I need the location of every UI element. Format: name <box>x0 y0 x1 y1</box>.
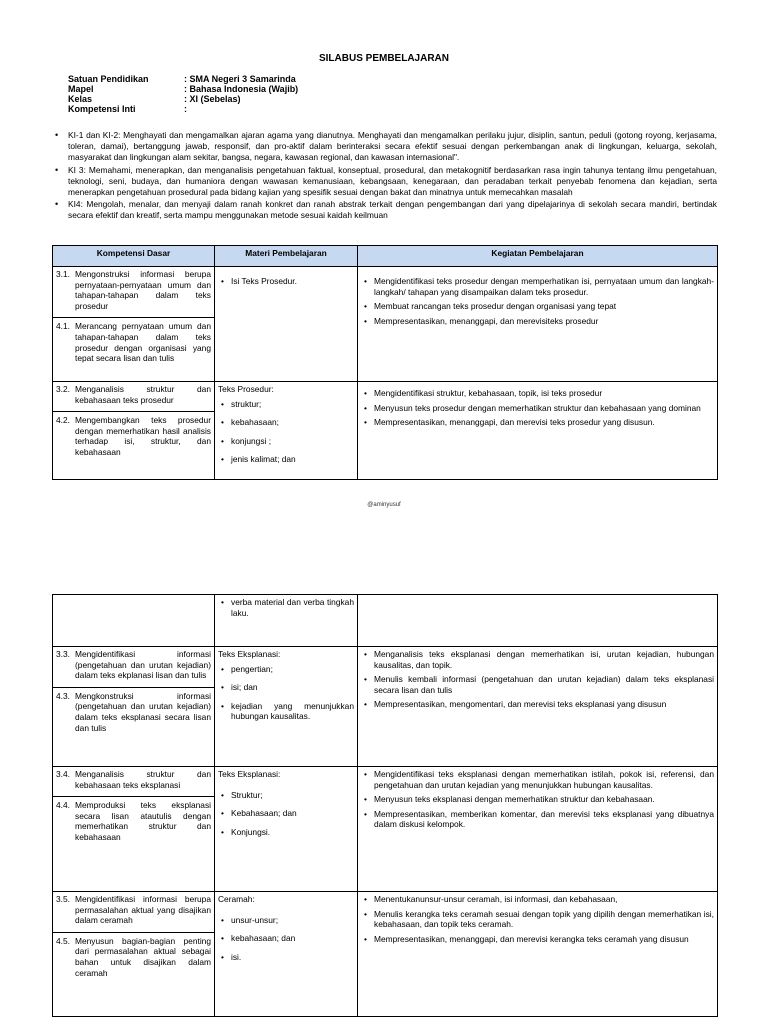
meta-key: Satuan Pendidikan <box>68 74 149 84</box>
meta-value: : <box>184 104 187 114</box>
materi-title: Ceramah: <box>218 894 255 904</box>
materi-item: • Kebahasaan; dan <box>218 808 354 819</box>
kd-number: 3.2. <box>56 384 70 394</box>
materi-cell <box>215 267 358 382</box>
kd-divider <box>53 932 214 978</box>
materi-item: • isi. <box>218 952 354 963</box>
header-kompetensi-dasar: Kompetensi Dasar <box>53 246 215 267</box>
kd-item <box>56 800 211 842</box>
materi-title: Teks Eksplanasi: <box>218 649 281 659</box>
meta-row <box>68 74 298 84</box>
footer-credit: @aminyusuf <box>367 502 401 508</box>
materi-list <box>218 597 354 618</box>
materi-item: • kejadian yang menunjukkan hubungan kausalitas. <box>218 701 354 722</box>
kegiatan-item: • Menulis kembali informasi (pengetahuan dan urutan kejadian) dalam teks eksplanasi secara lisan dan tulis <box>361 674 714 695</box>
materi-list <box>218 664 354 722</box>
kegiatan-list <box>361 388 714 428</box>
kegiatan-item: • Mempresentasikan, mengomentari, dan merevisi teks eksplanasi yang disusun <box>361 699 714 710</box>
materi-item: • konjungsi ; <box>218 436 354 447</box>
kd-cell <box>53 892 215 1017</box>
kegiatan-item: • Mengidentifikasi teks prosedur dengan memperhatikan isi, pernyataan umum dan langkah-langkah/ tahapan yang disampaikan dalam teks prosedur. <box>361 276 714 297</box>
kegiatan-list <box>361 894 714 944</box>
table-row <box>53 267 718 382</box>
kd-divider <box>53 317 214 363</box>
meta-row <box>68 104 298 114</box>
kd-text: Mengidentifikasi informasi (pengetahuan dan urutan kejadian) dalam teks ekplanasi lisan dan tulis <box>75 649 211 681</box>
kegiatan-item: • Menyusun teks prosedur dengan memerhatikan struktur dan kebahasaan yang dominan <box>361 403 714 414</box>
syllabus-table-page-1 <box>52 245 718 480</box>
materi-cell <box>215 595 358 647</box>
kd-item <box>56 894 211 926</box>
kd-divider <box>53 796 214 842</box>
materi-item: • struktur; <box>218 399 354 410</box>
ki-item: • KI4: Mengolah, menalar, dan menyaji dalam ranah konkret dan ranah abstrak terkait dengan pengembangan dari yang dipelajarinya di sekolah secara mandiri, bertindak secara efektif dan kreatif, serta mampu menggunakan metode sesuai kaidah keilmuan <box>55 199 717 221</box>
ki-item: • KI 3: Memahami, menerapkan, dan menganalisis pengetahuan faktual, konseptual, prosedural, dan metakognitif berdasarkan rasa ingin tahunya tentang ilmu pengetahuan, teknologi, seni, budaya, dan humaniora dengan wawasan kemanusiaan, kebangsaan, kenegaraan, dan peradaban terkait penyebab fenomena dan kejadian, serta menerapkan pengetahuan prosedural pada bidang kajian yang spesifik sesuai dengan bakat dan minatnya untuk memecahkan masalah <box>55 165 717 199</box>
kegiatan-item: • Mempresentasikan, menanggapi, dan merevisi teks prosedur yang disusun. <box>361 417 714 428</box>
kompetensi-inti-list <box>55 130 717 223</box>
kegiatan-item: • Mempresentasikan, memberikan komentar, dan merevisi teks eksplanasi yang dibuatnya dalam diskusi kelompok. <box>361 809 714 830</box>
kd-item <box>56 269 211 311</box>
materi-title: Teks Prosedur: <box>218 384 274 394</box>
kd-item <box>56 415 211 457</box>
kd-text: Mengembangkan teks prosedur dengan memerhatikan hasil analisis terhadap isi, struktur, dan kebahasaan <box>75 415 211 457</box>
kd-number: 3.4. <box>56 769 70 779</box>
ki-item: • KI-1 dan KI-2: Menghayati dan mengamalkan ajaran agama yang dianutnya. Menghayati dan mengamalkan perilaku jujur, disiplin, santun, peduli (gotong royong, kerjasama, toleran, damai), bertanggung jawab, responsif, dan pro-aktif dalam berinteraksi secara efektif sesuai dengan perkembangan anak di lingkungan, keluarga, sekolah, masyarakat dan lingkungan alam sekitar, bangsa, negara, kawasan regional, dan kawasan internasional". <box>55 130 717 164</box>
meta-value: : Bahasa Indonesia (Wajib) <box>184 84 299 94</box>
kd-divider <box>53 687 214 733</box>
table-header-row <box>53 246 718 267</box>
kegiatan-item: • Menyusun teks eksplanasi dengan memerhatikan struktur dan kebahasaan. <box>361 794 714 805</box>
kd-text: Mengidentifikasi informasi berupa permasalahan aktual yang disajikan dalam ceramah <box>75 894 211 926</box>
materi-cell <box>215 892 358 1017</box>
kd-text: Mengonstruksi informasi berupa pernyataan-pernyataan umum dan tahapan-tahapan dalam teks prosedur <box>75 269 211 311</box>
kegiatan-item: • Membuat rancangan teks prosedur dengan organisasi yang tepat <box>361 301 714 312</box>
table-row <box>53 647 718 767</box>
table-row-continuation <box>53 595 718 647</box>
kd-divider <box>53 411 214 457</box>
materi-cell <box>215 382 358 480</box>
kd-cell <box>53 382 215 480</box>
kegiatan-item: • Mempresentasikan, menanggapi, dan merevisi kerangka teks ceramah yang disusun <box>361 934 714 945</box>
materi-item: • jenis kalimat; dan <box>218 454 354 465</box>
materi-list <box>218 790 354 838</box>
kd-cell <box>53 595 215 647</box>
kegiatan-cell <box>358 382 718 480</box>
header-materi: Materi Pembelajaran <box>215 246 358 267</box>
kd-text: Memproduksi teks eksplanasi secara lisan atautulis dengan memerhatikan struktur dan kebahasaan <box>75 800 211 842</box>
materi-list <box>218 276 354 287</box>
kegiatan-cell <box>358 647 718 767</box>
kegiatan-list <box>361 649 714 710</box>
materi-item: • Struktur; <box>218 790 354 801</box>
kegiatan-cell <box>358 767 718 892</box>
kd-number: 4.1. <box>56 321 70 332</box>
syllabus-table-page-2 <box>52 594 718 1017</box>
kd-number: 4.5. <box>56 935 70 946</box>
kd-item <box>56 321 211 363</box>
kegiatan-list <box>361 769 714 830</box>
materi-item: • verba material dan verba tingkah laku. <box>218 597 354 618</box>
kegiatan-list <box>361 276 714 326</box>
kegiatan-item: • Menganalisis teks eksplanasi dengan memerhatikan isi, urutan kejadian, hubungan kausalitas, dan topik. <box>361 649 714 670</box>
kegiatan-item: • Menulis kerangka teks ceramah sesuai dengan topik yang dipilih dengan memerhatikan isi, kebahasaan, dan topik teks ceramah. <box>361 909 714 930</box>
document-title: SILABUS PEMBELAJARAN <box>318 53 449 64</box>
page-2 <box>0 512 768 1024</box>
kd-number: 4.2. <box>56 415 70 426</box>
materi-title: Teks Eksplanasi: <box>218 769 281 779</box>
table-row <box>53 767 718 892</box>
table-row <box>53 382 718 480</box>
kegiatan-cell <box>358 267 718 382</box>
kd-item <box>56 384 211 405</box>
kd-text: Menganalisis struktur dan kebahasaan teks eksplanasi <box>75 769 211 790</box>
kegiatan-cell <box>358 892 718 1017</box>
materi-item: • kebahasaan; <box>218 417 354 428</box>
meta-key: Mapel <box>68 84 94 94</box>
kd-text: Menyusun bagian-bagian penting dari permasalahan aktual sebagai bahan untuk disajikan dalam ceramah <box>75 935 211 978</box>
materi-item: • kebahasaan; dan <box>218 933 354 944</box>
materi-item: • Konjungsi. <box>218 827 354 838</box>
meta-key: Kompetensi Inti <box>68 104 136 114</box>
kd-item <box>56 769 211 790</box>
materi-list <box>218 399 354 465</box>
materi-item: • isi; dan <box>218 682 354 693</box>
kd-number: 3.5. <box>56 894 70 904</box>
kegiatan-item: • Menentukanunsur-unsur ceramah, isi informasi, dan kebahasaan, <box>361 894 714 905</box>
kd-cell <box>53 267 215 382</box>
kd-cell <box>53 647 215 767</box>
kd-number: 3.3. <box>56 649 70 659</box>
meta-value: : XI (Sebelas) <box>184 94 241 104</box>
kd-item <box>56 649 211 681</box>
materi-list <box>218 915 354 963</box>
kd-number: 4.4. <box>56 800 70 811</box>
kd-text: Merancang pernyataan umum dan tahapan-tahapan dalam teks prosedur dengan organisasi yang tepat secara lisan dan tulis <box>75 321 211 364</box>
kd-text: Menganalisis struktur dan kebahasaan teks prosedur <box>75 384 211 405</box>
meta-key: Kelas <box>68 94 93 104</box>
materi-item: • Isi Teks Prosedur. <box>218 276 354 287</box>
kegiatan-cell <box>358 595 718 647</box>
materi-item: • unsur-unsur; <box>218 915 354 926</box>
kd-cell <box>53 767 215 892</box>
kd-number: 3.1. <box>56 269 70 279</box>
table-row <box>53 892 718 1017</box>
kd-number: 4.3. <box>56 690 70 701</box>
kd-item <box>56 691 211 733</box>
kd-item <box>56 936 211 978</box>
meta-row <box>68 94 298 104</box>
kegiatan-item: • Mengidentifikasi teks eksplanasi dengan memerhatikan istilah, pokok isi, referensi, dan pengetahuan dan urutan kejadian yang menunjukkan hubungan kausalitas. <box>361 769 714 790</box>
identity-block <box>68 74 298 114</box>
materi-cell <box>215 767 358 892</box>
meta-value: : SMA Negeri 3 Samarinda <box>184 74 296 84</box>
materi-cell <box>215 647 358 767</box>
kd-text: Mengkonstruksi informasi (pengetahuan dan urutan kejadian) dalam teks eksplanasi secara lisan dan tulis <box>75 690 211 733</box>
materi-item: • pengertian; <box>218 664 354 675</box>
meta-row <box>68 84 298 94</box>
kegiatan-item: • Mengidentifikasi struktur, kebahasaan, topik, isi teks prosedur <box>361 388 714 399</box>
kegiatan-item: • Mempresentasikan, menanggapi, dan merevisiteks prosedur <box>361 316 714 327</box>
header-kegiatan: Kegiatan Pembelajaran <box>358 246 718 267</box>
